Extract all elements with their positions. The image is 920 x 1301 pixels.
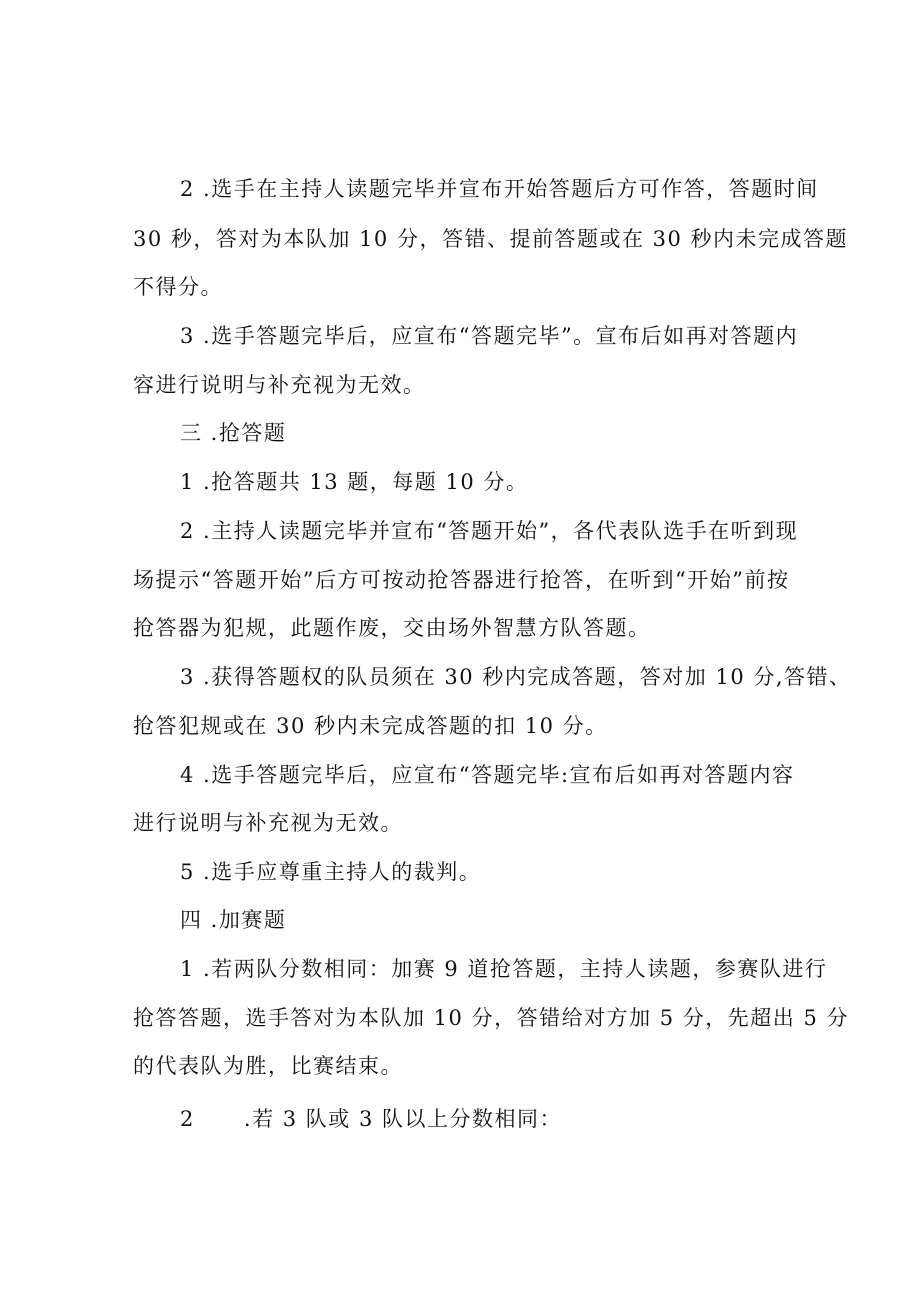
tiebreak-item-1-line-1: 1 .若两队分数相同：加赛 9 道抢答题，主持人读题，参赛队进行 (180, 957, 828, 981)
section-heading-4: 四 .加赛题 (180, 908, 287, 932)
rush-item-2-line-3: 抢答器为犯规，此题作废，交由场外智慧方队答题。 (133, 616, 651, 640)
paragraph-3-line-2: 容进行说明与补充视为无效。 (133, 373, 426, 397)
rush-item-4-line-2: 进行说明与补充视为无效。 (133, 811, 403, 835)
tiebreak-item-2: 2 .若 3 队或 3 队以上分数相同： (180, 1107, 563, 1131)
rush-item-2-line-2: 场提示“答题开始”后方可按动抢答器进行抢答，在听到“开始”前按 (133, 568, 790, 592)
rush-item-5: 5 .选手应尊重主持人的裁判。 (180, 860, 482, 884)
paragraph-2-line-1: 2 .选手在主持人读题完毕并宣布开始答题后方可作答，答题时间 (180, 177, 819, 201)
paragraph-3-line-1: 3 .选手答题完毕后，应宣布“答题完毕”。宣布后如再对答题内 (180, 324, 799, 348)
paragraph-2-line-3: 不得分。 (133, 275, 223, 299)
rush-item-1: 1 .抢答题共 13 题，每题 10 分。 (180, 470, 529, 494)
rush-item-3-line-1: 3 .获得答题权的队员须在 30 秒内完成答题，答对加 10 分,答错、 (180, 665, 852, 689)
tiebreak-item-1-line-3: 的代表队为胜，比赛结束。 (133, 1054, 403, 1078)
tiebreak-item-1-line-2: 抢答答题，选手答对为本队加 10 分，答错给对方加 5 分，先超出 5 分 (133, 1006, 849, 1030)
paragraph-2-line-2: 30 秒，答对为本队加 10 分，答错、提前答题或在 30 秒内未完成答题 (133, 227, 849, 251)
rush-item-2-line-1: 2 .主持人读题完毕并宣布“答题开始”，各代表队选手在听到现 (180, 519, 799, 543)
rush-item-3-line-2: 抢答犯规或在 30 秒内未完成答题的扣 10 分。 (133, 714, 608, 738)
section-heading-3: 三 .抢答题 (180, 421, 287, 445)
rush-item-4-line-1: 4 .选手答题完毕后，应宣布“答题完毕:宣布后如再对答题内容 (180, 763, 795, 787)
